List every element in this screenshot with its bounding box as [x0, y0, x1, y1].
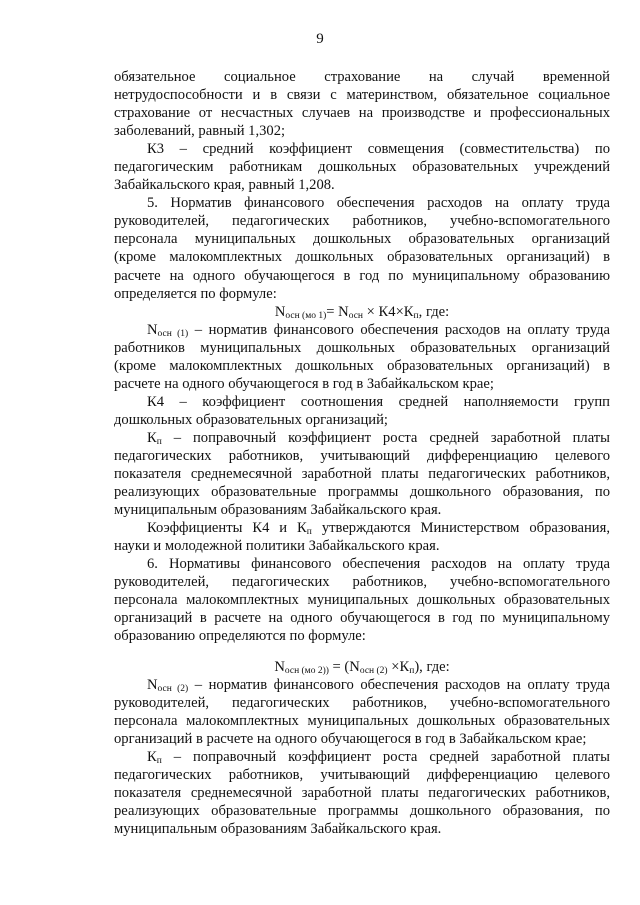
formula-1: $N_{осн (мо 1)}= N_{осн} \times К4\times К_п$, где:	[274, 303, 450, 321]
text-line: образованию определяются по формуле:	[114, 628, 366, 645]
paragraph-k3	[114, 140, 610, 194]
text-line: Коэффициенты К4 и $К_п$ утверждаются Министерством образования,	[147, 520, 610, 538]
text-line: $К_п$ – поправочный коэффициент роста средней заработной платы	[147, 748, 610, 766]
definition-kp-2	[114, 748, 610, 838]
text-line: реализующих образовательные программы дошкольного образования, по	[114, 802, 610, 819]
text-line: педагогических работников, учитывающий дифференциацию целевого	[114, 447, 610, 464]
text-line: показателя среднемесячной заработной платы педагогических работников,	[114, 784, 610, 801]
paragraph-5	[114, 194, 610, 302]
text-line: нетрудоспособности и в связи с материнством, обязательное социальное	[114, 87, 610, 104]
text-line: (кроме малокомплектных дошкольных образовательных организаций) в	[114, 357, 610, 374]
text-line: страхование от несчастных случаев на производстве и профессиональных	[114, 105, 610, 122]
paragraph-insurance	[114, 68, 610, 140]
text-line: педагогических работников, учитывающий дифференциацию целевого	[114, 766, 610, 783]
text-line: заболеваний, равный 1,302;	[114, 123, 286, 140]
text-line: 6. Нормативы финансового обеспечения расходов на оплату труда	[147, 556, 610, 573]
text-line: 5. Норматив финансового обеспечения расходов на оплату труда	[147, 195, 610, 212]
text-line: работников муниципальных дошкольных образовательных организаций	[114, 339, 610, 356]
text-line: К3 – средний коэффициент совмещения (совместительства) по	[147, 141, 610, 158]
definition-kp-1	[114, 429, 610, 519]
text-line: $К_п$ – поправочный коэффициент роста средней заработной платы	[147, 429, 610, 447]
text-line: организаций в расчете на одного обучающегося в год по муниципальному	[114, 610, 610, 627]
text-line: персонала малокомплектных муниципальных дошкольных образовательных	[114, 712, 610, 729]
text-line: $N_{осн (1)}$ – норматив финансового обеспечения расходов на оплату труда	[147, 321, 610, 339]
text-line: расчете на одного обучающегося в год по муниципальному образованию	[114, 267, 610, 284]
text-line: К4 – коэффициент соотношения средней наполняемости групп	[147, 393, 610, 410]
text-line: обязательное социальное страхование на случай временной	[114, 69, 610, 85]
text-line: науки и молодежной политики Забайкальского края.	[114, 538, 440, 555]
text-line: расчете на одного обучающегося в год в Забайкальском крае;	[114, 375, 494, 392]
definition-nosn2	[114, 676, 610, 748]
text-line: показателя среднемесячной заработной платы педагогических работников,	[114, 466, 610, 483]
definition-k4	[114, 393, 610, 429]
formula-2: $N_{осн (мо 2))} = (N_{осн (2)} \times К_п)$, где:	[274, 658, 450, 676]
text-line: Забайкальского края, равный 1,208.	[114, 177, 335, 194]
text-line: дошкольных образовательных организаций;	[114, 411, 388, 428]
text-line: персонала малокомплектных муниципальных дошкольных образовательных	[114, 592, 610, 609]
text-line: персонала муниципальных дошкольных образовательных организаций	[114, 231, 610, 248]
paragraph-6	[114, 555, 610, 645]
page-number: 9	[316, 31, 324, 47]
text-line: $N_{осн (2)}$ – норматив финансового обеспечения расходов на оплату труда	[147, 676, 610, 694]
text-line: (кроме малокомплектных дошкольных образовательных организаций) в	[114, 249, 610, 266]
text-line: педагогическим работникам дошкольных образовательных учреждений	[114, 159, 610, 176]
text-line: организаций в расчете на одного обучающегося в год в Забайкальском крае;	[114, 730, 587, 747]
definition-nosn1	[114, 321, 610, 393]
text-line: руководителей, педагогических работников, учебно-вспомогательного	[114, 574, 610, 591]
text-line: руководителей, педагогических работников, учебно-вспомогательного	[114, 694, 610, 711]
text-line: руководителей, педагогических работников, учебно-вспомогательного	[114, 213, 610, 230]
text-line: муниципальным образованиям Забайкальского края.	[114, 502, 442, 519]
text-line: муниципальным образованиям Забайкальского края.	[114, 820, 442, 837]
text-line: реализующих образовательные программы дошкольного образования, по	[114, 484, 610, 501]
paragraph-coefficients	[114, 519, 610, 555]
text-line: определяется по формуле:	[114, 285, 277, 302]
document-body	[114, 68, 610, 838]
